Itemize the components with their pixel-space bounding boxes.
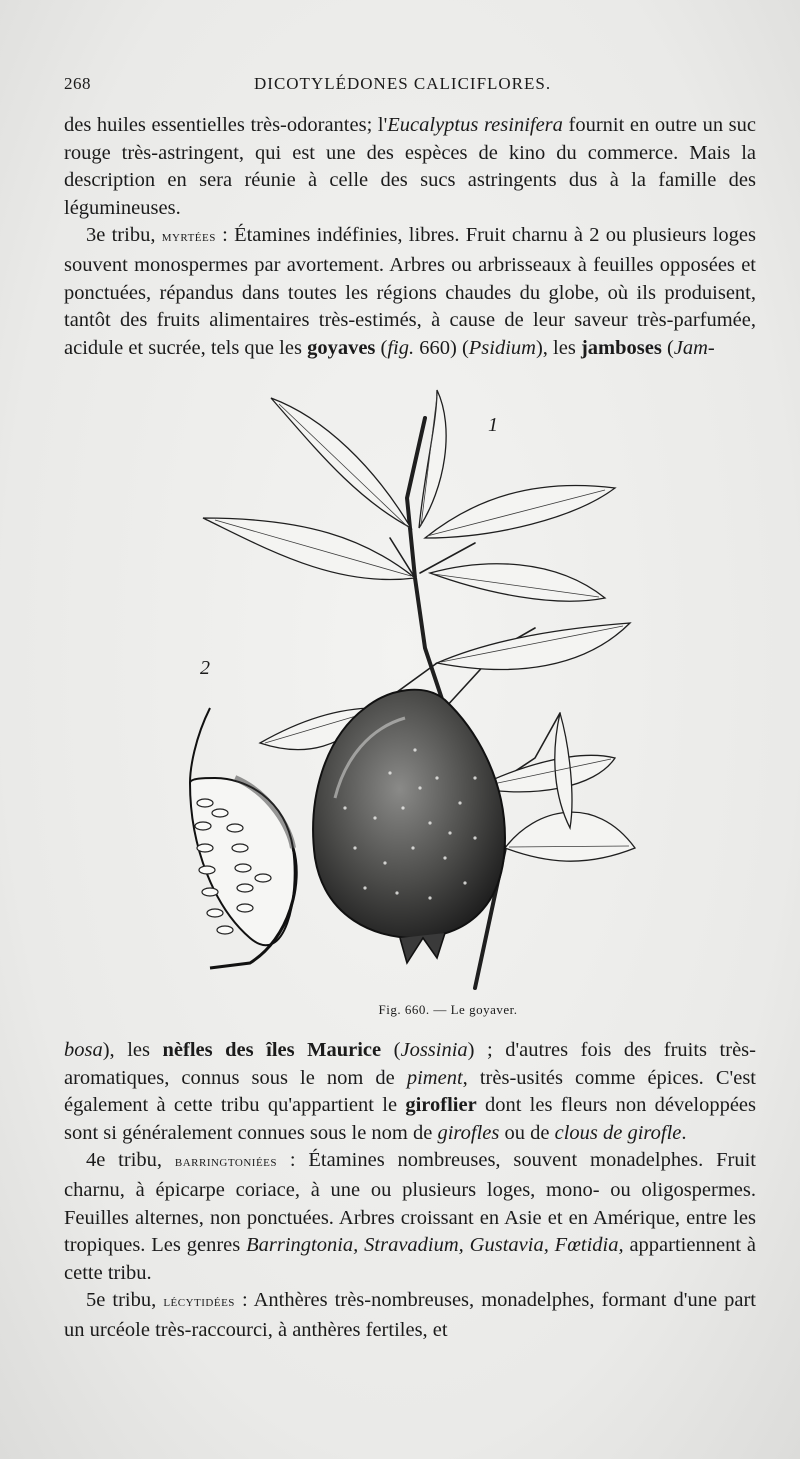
- text-run: (: [661, 336, 674, 359]
- common-name: piment: [406, 1066, 463, 1089]
- genus-list: Barringtonia, Stravadium, Gustavia, Fœtidia,: [246, 1234, 624, 1257]
- text-run: appartiennent à cette tribu.: [64, 1234, 756, 1284]
- genus-name: Jossinia: [400, 1039, 468, 1061]
- species-name: Eucalyptus resinifera: [387, 114, 563, 136]
- common-name: clous de girofle: [554, 1121, 682, 1144]
- text-run: 660) (: [414, 336, 469, 359]
- fruit-name: goyaves: [307, 336, 376, 359]
- paragraph-jambosa: [64, 1037, 756, 1147]
- text-block-top: [64, 112, 756, 362]
- paragraph-myrtees: [64, 222, 756, 362]
- tribe-name: lécytidées: [163, 1294, 235, 1311]
- text-run: dont les fleurs non développées sont si généralement connues sous le nom de: [64, 1094, 756, 1144]
- genus-name: bosa: [64, 1039, 103, 1061]
- text-run: ), les: [102, 1039, 163, 1061]
- fruit-name: jamboses: [580, 336, 662, 359]
- tribe-name: barringtoniées: [174, 1154, 278, 1171]
- text-run: : Étamines indéfinies, libres. Fruit charnu à 2 ou plusieurs loges souvent monospermes par avortement. Arbres ou arbrisseaux à feuilles opposées et ponctuées, répandus dans toutes les régions chaudes du globe, où ils produisent, tantôt des fruits alimentaires très-estimés, à cause de leur saveur très-parfumée, acidule et sucrée, tels que les: [64, 224, 756, 359]
- leaf: [430, 564, 605, 601]
- figure-label-1: 1: [488, 414, 498, 436]
- genus-name: Jam-: [673, 336, 715, 359]
- running-head: [64, 74, 754, 100]
- fruit-name: nèfles des îles Maurice: [162, 1039, 382, 1061]
- text-run: 3e tribu,: [86, 224, 162, 247]
- guava-fruit: [313, 690, 505, 963]
- text-run: fournit en outre un suc rouge très-astringent, qui est une des espèces de kino du commerce. Mais la description en sera réunie à celle des sucs astringents dus à la famille des légumineuses.: [64, 114, 757, 219]
- figure-label-2: 2: [200, 657, 210, 679]
- text-run: des huiles essentielles très-odorantes; l': [64, 114, 388, 136]
- text-run: , très-usités comme épices. C'est également à cette tribu qu'appartient le: [64, 1066, 757, 1117]
- page-number: 268: [64, 74, 91, 93]
- text-run: ), les: [535, 336, 581, 359]
- plant-name: giroflier: [405, 1094, 477, 1117]
- figure-caption-text: Fig. 660. — Le goyaver.: [378, 1002, 518, 1017]
- text-run: ou de: [499, 1121, 555, 1144]
- text-run: 5e tribu,: [86, 1289, 164, 1312]
- text-run: (: [375, 336, 388, 359]
- guava-drawing: [175, 378, 645, 996]
- paragraph-barringtoniees: [64, 1147, 756, 1287]
- text-run: : Anthères très-nombreuses, monadelphes, formant d'une part un urcéole très-raccourci, à anthères fertiles, et: [64, 1289, 757, 1341]
- tribe-name: myrtées: [161, 229, 216, 246]
- guava-illustration: [175, 378, 645, 996]
- text-run: : Étamines nombreuses, souvent monadelphes. Fruit charnu, à épicarpe coriace, à une ou plusieurs loges, mono- ou oligospermes. Feuilles alternes, non ponctuées. Arbres croissant en Asie et en Amérique, entre les tropiques. Les genres: [64, 1149, 756, 1257]
- text-run: (: [381, 1039, 401, 1061]
- common-name: girofles: [437, 1121, 500, 1144]
- figure-reference: fig.: [387, 336, 415, 359]
- section-title: DICOTYLÉDONES CALICIFLORES.: [254, 74, 552, 93]
- paragraph-lecytidees: [64, 1287, 756, 1344]
- leaf: [203, 518, 415, 580]
- text-run: 4e tribu,: [86, 1149, 175, 1172]
- text-block-bottom: [64, 1037, 756, 1345]
- genus-name: Psidium: [468, 336, 536, 359]
- figure-caption: [0, 1002, 800, 1018]
- paragraph-eucalyptus: [64, 112, 756, 222]
- text-run: .: [681, 1121, 687, 1144]
- text-run: ) ; d'autres fois des fruits très-aromatiques, connus sous le nom de: [64, 1039, 756, 1089]
